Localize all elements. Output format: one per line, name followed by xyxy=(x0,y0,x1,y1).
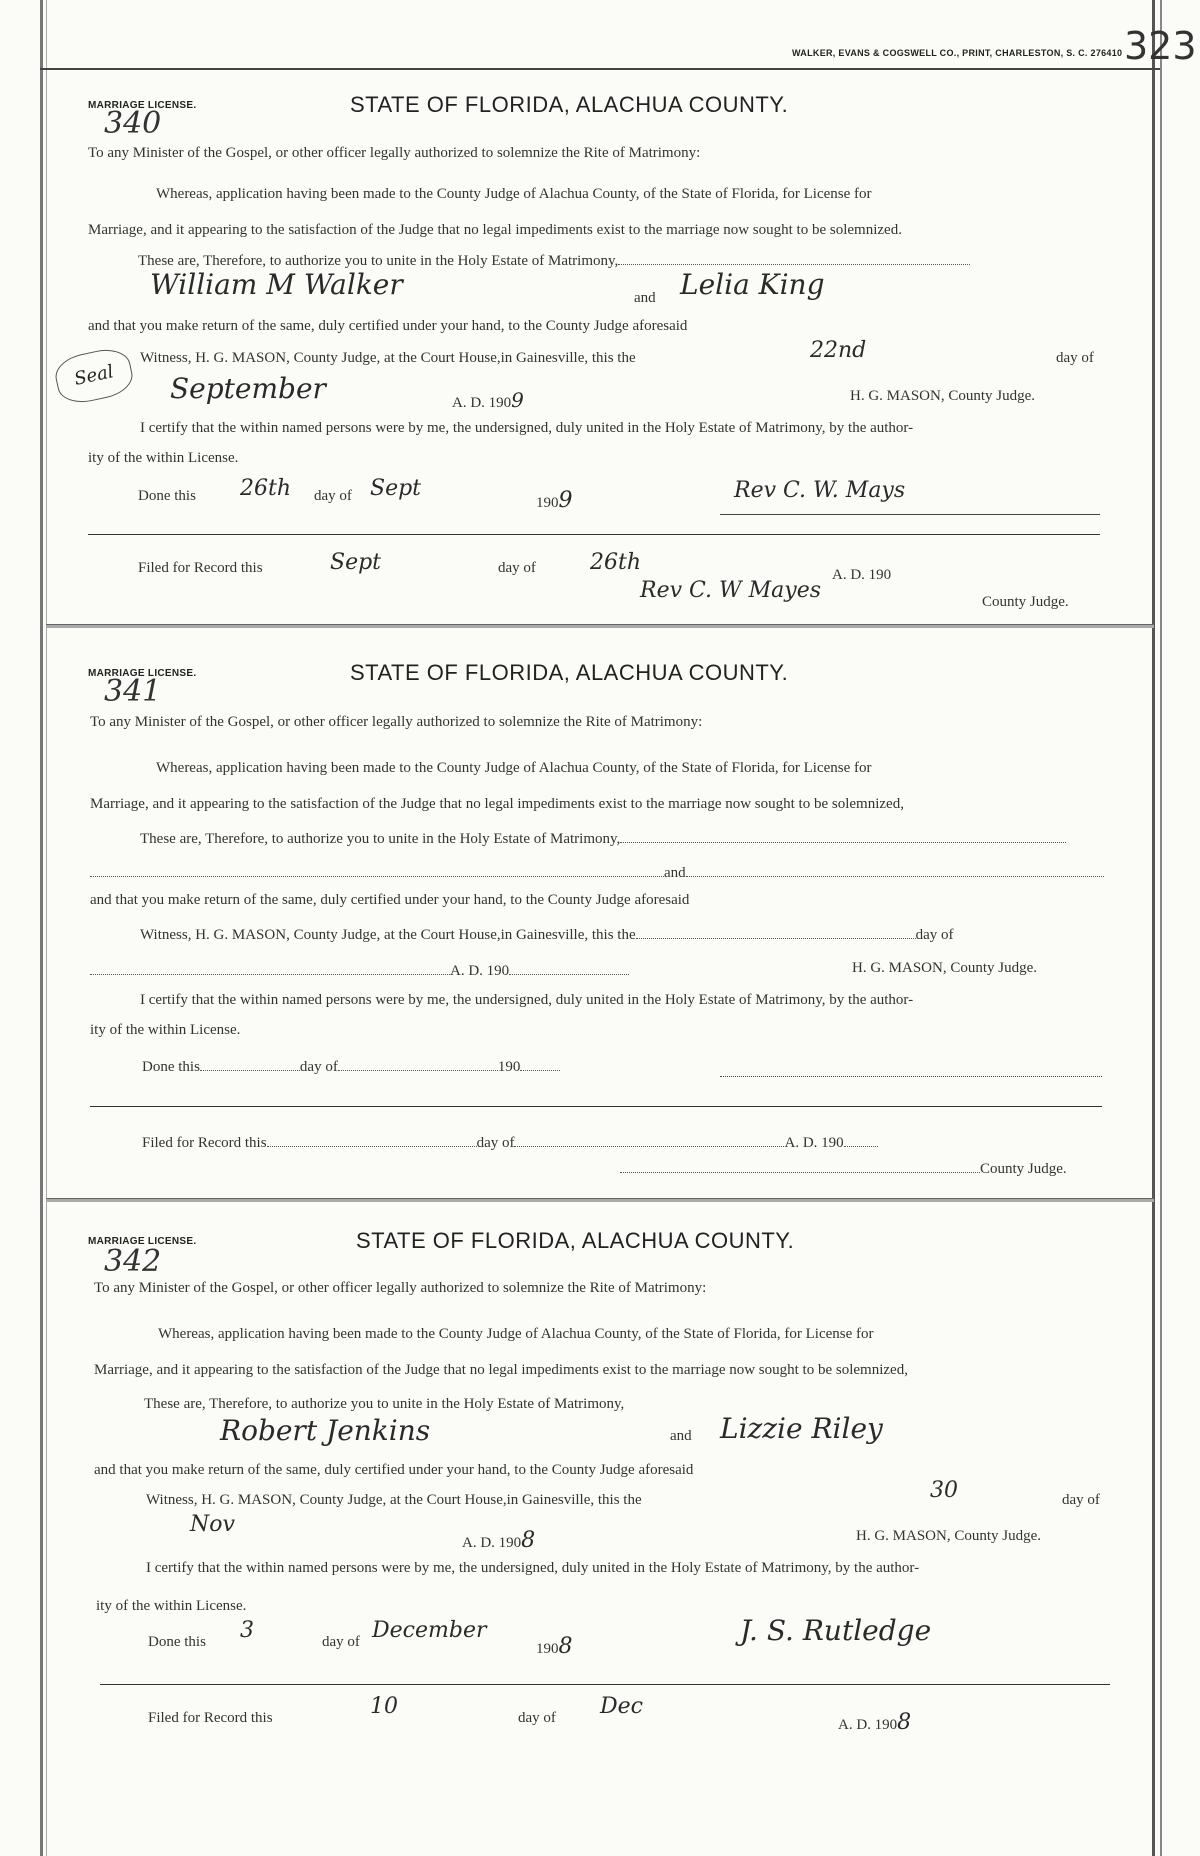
whereas-line: Whereas, application having been made to the County Judge of Alachua County, of the State of Florida, for License for xyxy=(156,186,872,202)
filed-year-digit: 8 xyxy=(897,1710,912,1735)
witness-line xyxy=(140,924,954,944)
officiant-signature-line xyxy=(720,1076,1102,1077)
ity-line: ity of the within License. xyxy=(90,1022,241,1038)
these-are-text: These are, Therefore, to authorize you to unite in the Holy Estate of Matrimony, xyxy=(144,1396,625,1412)
right-border-outer xyxy=(1160,0,1162,1856)
ad-line xyxy=(90,960,629,980)
certify-line: I certify that the within named persons were by me, the undersigned, duly united in the Holy Estate of Matrimony, by the author- xyxy=(140,420,914,436)
and-text: and xyxy=(634,290,656,306)
filed-ad xyxy=(832,560,891,584)
ad-prefix: A. D. 190 xyxy=(450,963,510,979)
address-line: To any Minister of the Gospel, or other officer legally authorized to solemnize the Rite of Matrimony: xyxy=(94,1280,707,1296)
and-text: and xyxy=(664,865,686,881)
ad-text xyxy=(452,388,524,412)
filed-ad xyxy=(838,1710,911,1735)
dotted-fill xyxy=(636,924,916,939)
left-border xyxy=(40,0,43,1856)
year-digit: 8 xyxy=(521,1528,536,1553)
year-digit: 9 xyxy=(511,388,524,412)
dotted-fill xyxy=(620,1158,980,1173)
judge-text: H. G. MASON, County Judge. xyxy=(856,1528,1042,1544)
page-number: 323 xyxy=(1124,24,1197,68)
done-month: Sept xyxy=(370,476,422,501)
return-clause: and that you make return of the same, duly certified under your hand, to the County Judge aforesaid xyxy=(94,1462,694,1478)
ad-prefix: A. D. 190 xyxy=(452,395,512,411)
done-this-text: Done this xyxy=(148,1634,206,1650)
witness-line: Witness, H. G. MASON, County Judge, at the Court House,in Gainesville, this the xyxy=(146,1492,642,1508)
dotted-fill xyxy=(618,250,970,265)
dotted-fill xyxy=(200,1056,300,1071)
divider-line xyxy=(88,534,1100,535)
license-label: MARRIAGE LICENSE. xyxy=(88,1236,197,1247)
filed-text: Filed for Record this xyxy=(142,1135,267,1151)
officiant-signature: Rev C. W. Mays xyxy=(734,478,906,503)
witness-month: September xyxy=(170,372,326,405)
state-header: STATE OF FLORIDA, ALACHUA COUNTY. xyxy=(356,1228,795,1253)
printer-imprint: WALKER, EVANS & COGSWELL CO., PRINT, CHARLESTON, S. C. 276410 xyxy=(792,48,1123,58)
day-of-text: day of xyxy=(915,927,954,943)
done-day: 26th xyxy=(240,476,292,501)
ad-text xyxy=(462,1528,535,1553)
license-label: MARRIAGE LICENSE. xyxy=(88,100,197,111)
license-label: MARRIAGE LICENSE. xyxy=(88,668,197,679)
dotted-fill xyxy=(686,862,1104,877)
return-clause: and that you make return of the same, duly certified under your hand, to the County Judge aforesaid xyxy=(88,318,688,334)
witness-month: Nov xyxy=(190,1512,235,1537)
done-day-of-text: day of xyxy=(314,488,352,504)
dotted-fill xyxy=(620,828,1066,843)
state-header: STATE OF FLORIDA, ALACHUA COUNTY. xyxy=(350,92,789,117)
filed-day-of-text: day of xyxy=(476,1135,515,1151)
section-separator xyxy=(46,624,1154,628)
address-line: To any Minister of the Gospel, or other officer legally authorized to solemnize the Rite of Matrimony: xyxy=(88,145,701,161)
witness-text: Witness, H. G. MASON, County Judge, at the Court House,in Gainesville, this the xyxy=(140,927,636,943)
groom-name: William M Walker xyxy=(150,268,403,301)
seal-mark: Seal xyxy=(52,345,136,408)
certify-line: I certify that the within named persons were by me, the undersigned, duly united in the Holy Estate of Matrimony, by the author- xyxy=(146,1560,920,1576)
marriage-clause: Marriage, and it appearing to the satisfaction of the Judge that no legal impediments exist to the marriage now sought to be solemnized, xyxy=(94,1362,908,1378)
officiant-signature: J. S. Rutledge xyxy=(740,1614,932,1647)
license-number: 341 xyxy=(104,674,162,709)
county-judge-text: County Judge. xyxy=(980,1161,1067,1177)
officiant-signature-line xyxy=(720,514,1100,515)
county-judge-text: County Judge. xyxy=(982,594,1069,610)
witness-day: 22nd xyxy=(810,338,867,363)
ad-prefix: A. D. 190 xyxy=(462,1535,522,1551)
dotted-fill xyxy=(509,960,629,975)
these-are-text: These are, Therefore, to authorize you to unite in the Holy Estate of Matrimony, xyxy=(138,253,619,269)
filed-month: 26th xyxy=(590,550,642,575)
dotted-fill xyxy=(338,1056,498,1071)
judge-text: H. G. MASON, County Judge. xyxy=(852,960,1038,976)
ity-line: ity of the within License. xyxy=(88,450,239,466)
certify-line: I certify that the within named persons were by me, the undersigned, duly united in the Holy Estate of Matrimony, by the author- xyxy=(140,992,914,1008)
witness-line: Witness, H. G. MASON, County Judge, at the Court House,in Gainesville, this the xyxy=(140,350,636,366)
filed-text: Filed for Record this xyxy=(148,1710,273,1726)
done-year-prefix: 190 xyxy=(536,495,559,511)
done-month: December xyxy=(372,1618,487,1643)
license-number: 342 xyxy=(104,1244,162,1279)
done-year-digit: 9 xyxy=(558,488,573,513)
dotted-fill xyxy=(844,1132,878,1147)
bride-name: Lizzie Riley xyxy=(720,1412,883,1445)
done-year xyxy=(536,488,573,513)
left-border-inner xyxy=(46,0,47,1856)
state-header: STATE OF FLORIDA, ALACHUA COUNTY. xyxy=(350,660,789,685)
names-line xyxy=(90,862,1104,882)
whereas-line: Whereas, application having been made to the County Judge of Alachua County, of the State of Florida, for License for xyxy=(156,760,872,776)
filed-month: Dec xyxy=(600,1694,643,1719)
filed-ad-prefix: A. D. 190 xyxy=(832,567,892,583)
dotted-fill xyxy=(520,1056,560,1071)
these-are-line xyxy=(140,828,1066,848)
divider-line xyxy=(90,1106,1102,1107)
these-are-line xyxy=(138,250,970,270)
dotted-fill xyxy=(267,1132,477,1147)
dotted-fill xyxy=(514,1132,784,1147)
bride-name: Lelia King xyxy=(680,268,825,301)
these-are-text: These are, Therefore, to authorize you to unite in the Holy Estate of Matrimony, xyxy=(140,831,621,847)
done-line xyxy=(142,1056,560,1076)
filed-day: 10 xyxy=(370,1694,398,1719)
filed-ad-prefix: A. D. 190 xyxy=(784,1135,844,1151)
filed-signature: Rev C. W Mayes xyxy=(640,578,822,603)
groom-name: Robert Jenkins xyxy=(220,1414,431,1447)
done-year-digit: 8 xyxy=(558,1634,573,1659)
filed-line xyxy=(142,1132,878,1152)
county-judge-line xyxy=(620,1158,1067,1178)
done-this-text: Done this xyxy=(142,1059,200,1075)
dotted-fill xyxy=(90,960,450,975)
filed-day-of-text: day of xyxy=(518,1710,556,1726)
done-year xyxy=(536,1634,573,1659)
marriage-clause: Marriage, and it appearing to the satisfaction of the Judge that no legal impediments exist to the marriage now sought to be solemnized. xyxy=(88,222,902,238)
done-day: 3 xyxy=(240,1618,254,1643)
divider-line xyxy=(100,1684,1110,1685)
filed-day-of-text: day of xyxy=(498,560,536,576)
day-of-text: day of xyxy=(1062,1492,1100,1508)
marriage-clause: Marriage, and it appearing to the satisfaction of the Judge that no legal impediments exist to the marriage now sought to be solemnized, xyxy=(90,796,904,812)
done-year-prefix: 190 xyxy=(497,1059,521,1075)
filed-day: Sept xyxy=(330,550,382,575)
top-rule xyxy=(40,68,1160,70)
section-separator xyxy=(46,1198,1154,1202)
filed-ad-prefix: A. D. 190 xyxy=(838,1717,898,1733)
done-day-of-text: day of xyxy=(299,1059,338,1075)
judge-text: H. G. MASON, County Judge. xyxy=(850,388,1036,404)
ity-line: ity of the within License. xyxy=(96,1598,247,1614)
license-number: 340 xyxy=(104,106,162,141)
done-year-prefix: 190 xyxy=(536,1641,559,1657)
filed-text: Filed for Record this xyxy=(138,560,263,576)
and-text: and xyxy=(670,1428,692,1444)
done-day-of-text: day of xyxy=(322,1634,360,1650)
whereas-line: Whereas, application having been made to the County Judge of Alachua County, of the State of Florida, for License for xyxy=(158,1326,874,1342)
done-this-text: Done this xyxy=(138,488,196,504)
right-border xyxy=(1152,0,1155,1856)
day-of-text: day of xyxy=(1056,350,1094,366)
dotted-fill xyxy=(90,862,664,877)
witness-day: 30 xyxy=(930,1478,958,1503)
address-line: To any Minister of the Gospel, or other officer legally authorized to solemnize the Rite of Matrimony: xyxy=(90,714,703,730)
return-clause: and that you make return of the same, duly certified under your hand, to the County Judge aforesaid xyxy=(90,892,690,908)
